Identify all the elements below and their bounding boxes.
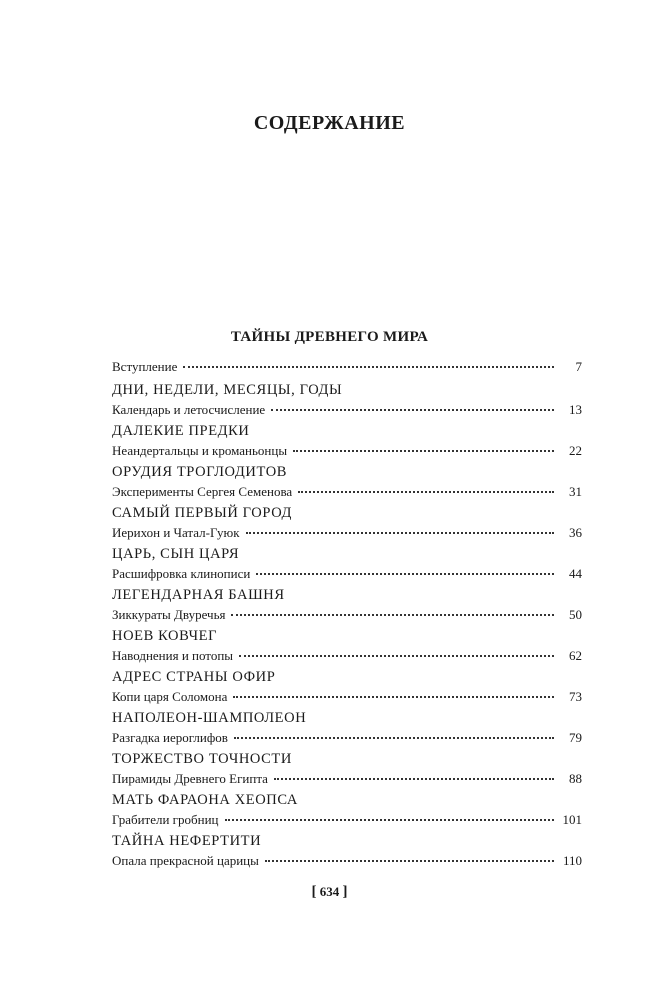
dot-leader bbox=[274, 778, 554, 780]
toc-entry[interactable] bbox=[112, 791, 582, 830]
toc-entry-heading: АДРЕС СТРАНЫ ОФИР bbox=[112, 669, 276, 685]
toc-entry[interactable] bbox=[112, 709, 582, 748]
toc-entry-page: 62 bbox=[569, 648, 582, 663]
dot-leader bbox=[225, 819, 554, 821]
dot-leader bbox=[233, 696, 554, 698]
toc-entry-label: Опала прекрасной царицы bbox=[112, 853, 259, 868]
toc-entry-heading: ТОРЖЕСТВО ТОЧНОСТИ bbox=[112, 751, 292, 767]
toc-entry-label: Неандертальцы и кроманьонцы bbox=[112, 443, 288, 458]
toc-entry-label: Пирамиды Древнего Египта bbox=[112, 771, 268, 786]
toc-entry-heading: ДАЛЕКИЕ ПРЕДКИ bbox=[112, 423, 250, 439]
page-number bbox=[0, 884, 659, 901]
dot-leader bbox=[234, 737, 554, 739]
toc-entry-label: Грабители гробниц bbox=[112, 812, 219, 827]
page-title: СОДЕРЖАНИЕ bbox=[253, 112, 406, 134]
toc-entry-heading: ЛЕГЕНДАРНАЯ БАШНЯ bbox=[112, 587, 285, 603]
folio-bracket-close: ] bbox=[342, 884, 348, 900]
dot-leader bbox=[183, 366, 554, 368]
toc-entry-page: 13 bbox=[569, 402, 582, 417]
toc-entry[interactable] bbox=[112, 627, 582, 666]
toc-entry[interactable] bbox=[112, 422, 582, 461]
toc-entry-label: Календарь и летосчисление bbox=[112, 402, 266, 417]
toc-entry[interactable] bbox=[112, 750, 582, 789]
toc-entry[interactable] bbox=[112, 463, 582, 502]
folio-number: 634 bbox=[319, 884, 340, 899]
toc-entry-heading: НОЕВ КОВЧЕГ bbox=[112, 628, 218, 644]
toc-entry-page: 79 bbox=[569, 730, 582, 745]
dot-leader bbox=[271, 409, 554, 411]
toc-entry-heading: ТАЙНА НЕФЕРТИТИ bbox=[112, 833, 262, 849]
toc-entry-page: 22 bbox=[569, 443, 582, 458]
toc-entry-heading: САМЫЙ ПЕРВЫЙ ГОРОД bbox=[112, 505, 293, 521]
section-title: ТАЙНЫ ДРЕВНЕГО МИРА bbox=[230, 329, 429, 345]
dot-leader bbox=[293, 450, 554, 452]
dot-leader bbox=[265, 860, 554, 862]
dot-leader bbox=[298, 491, 554, 493]
toc-entry-label: Зиккураты Двуречья bbox=[112, 607, 226, 622]
toc-entry-label: Копи царя Соломона bbox=[112, 689, 228, 704]
toc-entry-label: Расшифровка клинописи bbox=[112, 566, 251, 581]
toc-entry-page: 31 bbox=[569, 484, 582, 499]
toc-entry-heading: МАТЬ ФАРАОНА ХЕОПСА bbox=[112, 792, 299, 808]
toc-entry[interactable] bbox=[112, 668, 582, 707]
toc-entry-page: 44 bbox=[569, 566, 582, 581]
toc-entry-label: Вступление bbox=[112, 359, 178, 374]
toc-entry-label: Разгадка иероглифов bbox=[112, 730, 228, 745]
toc-entry-page: 88 bbox=[569, 771, 582, 786]
toc-entry-page: 73 bbox=[569, 689, 582, 704]
toc-entry[interactable] bbox=[112, 545, 582, 584]
dot-leader bbox=[246, 532, 554, 534]
toc-entry-heading: ДНИ, НЕДЕЛИ, МЕСЯЦЫ, ГОДЫ bbox=[112, 382, 343, 398]
toc-entry-heading: ЦАРЬ, СЫН ЦАРЯ bbox=[112, 546, 240, 562]
toc-entry-page: 36 bbox=[569, 525, 582, 540]
toc-entry-intro[interactable] bbox=[112, 357, 582, 377]
folio-bracket-open: [ bbox=[311, 884, 317, 900]
toc-entry[interactable] bbox=[112, 504, 582, 543]
toc-entry-label: Наводнения и потопы bbox=[112, 648, 234, 663]
dot-leader bbox=[256, 573, 554, 575]
toc-entry-heading: НАПОЛЕОН-ШАМПОЛЕОН bbox=[112, 710, 307, 726]
toc-entry[interactable] bbox=[112, 381, 582, 420]
toc-entry[interactable] bbox=[112, 832, 582, 871]
toc-entry-page: 50 bbox=[569, 607, 582, 622]
toc-entry-page: 110 bbox=[562, 853, 582, 868]
dot-leader bbox=[231, 614, 554, 616]
toc-entry-label: Эксперименты Сергея Семенова bbox=[112, 484, 293, 499]
toc-entry-label: Иерихон и Чатал-Гуюк bbox=[112, 525, 240, 540]
table-of-contents bbox=[112, 357, 582, 871]
toc-entry-heading: ОРУДИЯ ТРОГЛОДИТОВ bbox=[112, 464, 288, 480]
toc-entry[interactable] bbox=[112, 586, 582, 625]
dot-leader bbox=[239, 655, 554, 657]
toc-entry-page: 101 bbox=[562, 812, 582, 827]
toc-entry-page: 7 bbox=[575, 359, 582, 374]
